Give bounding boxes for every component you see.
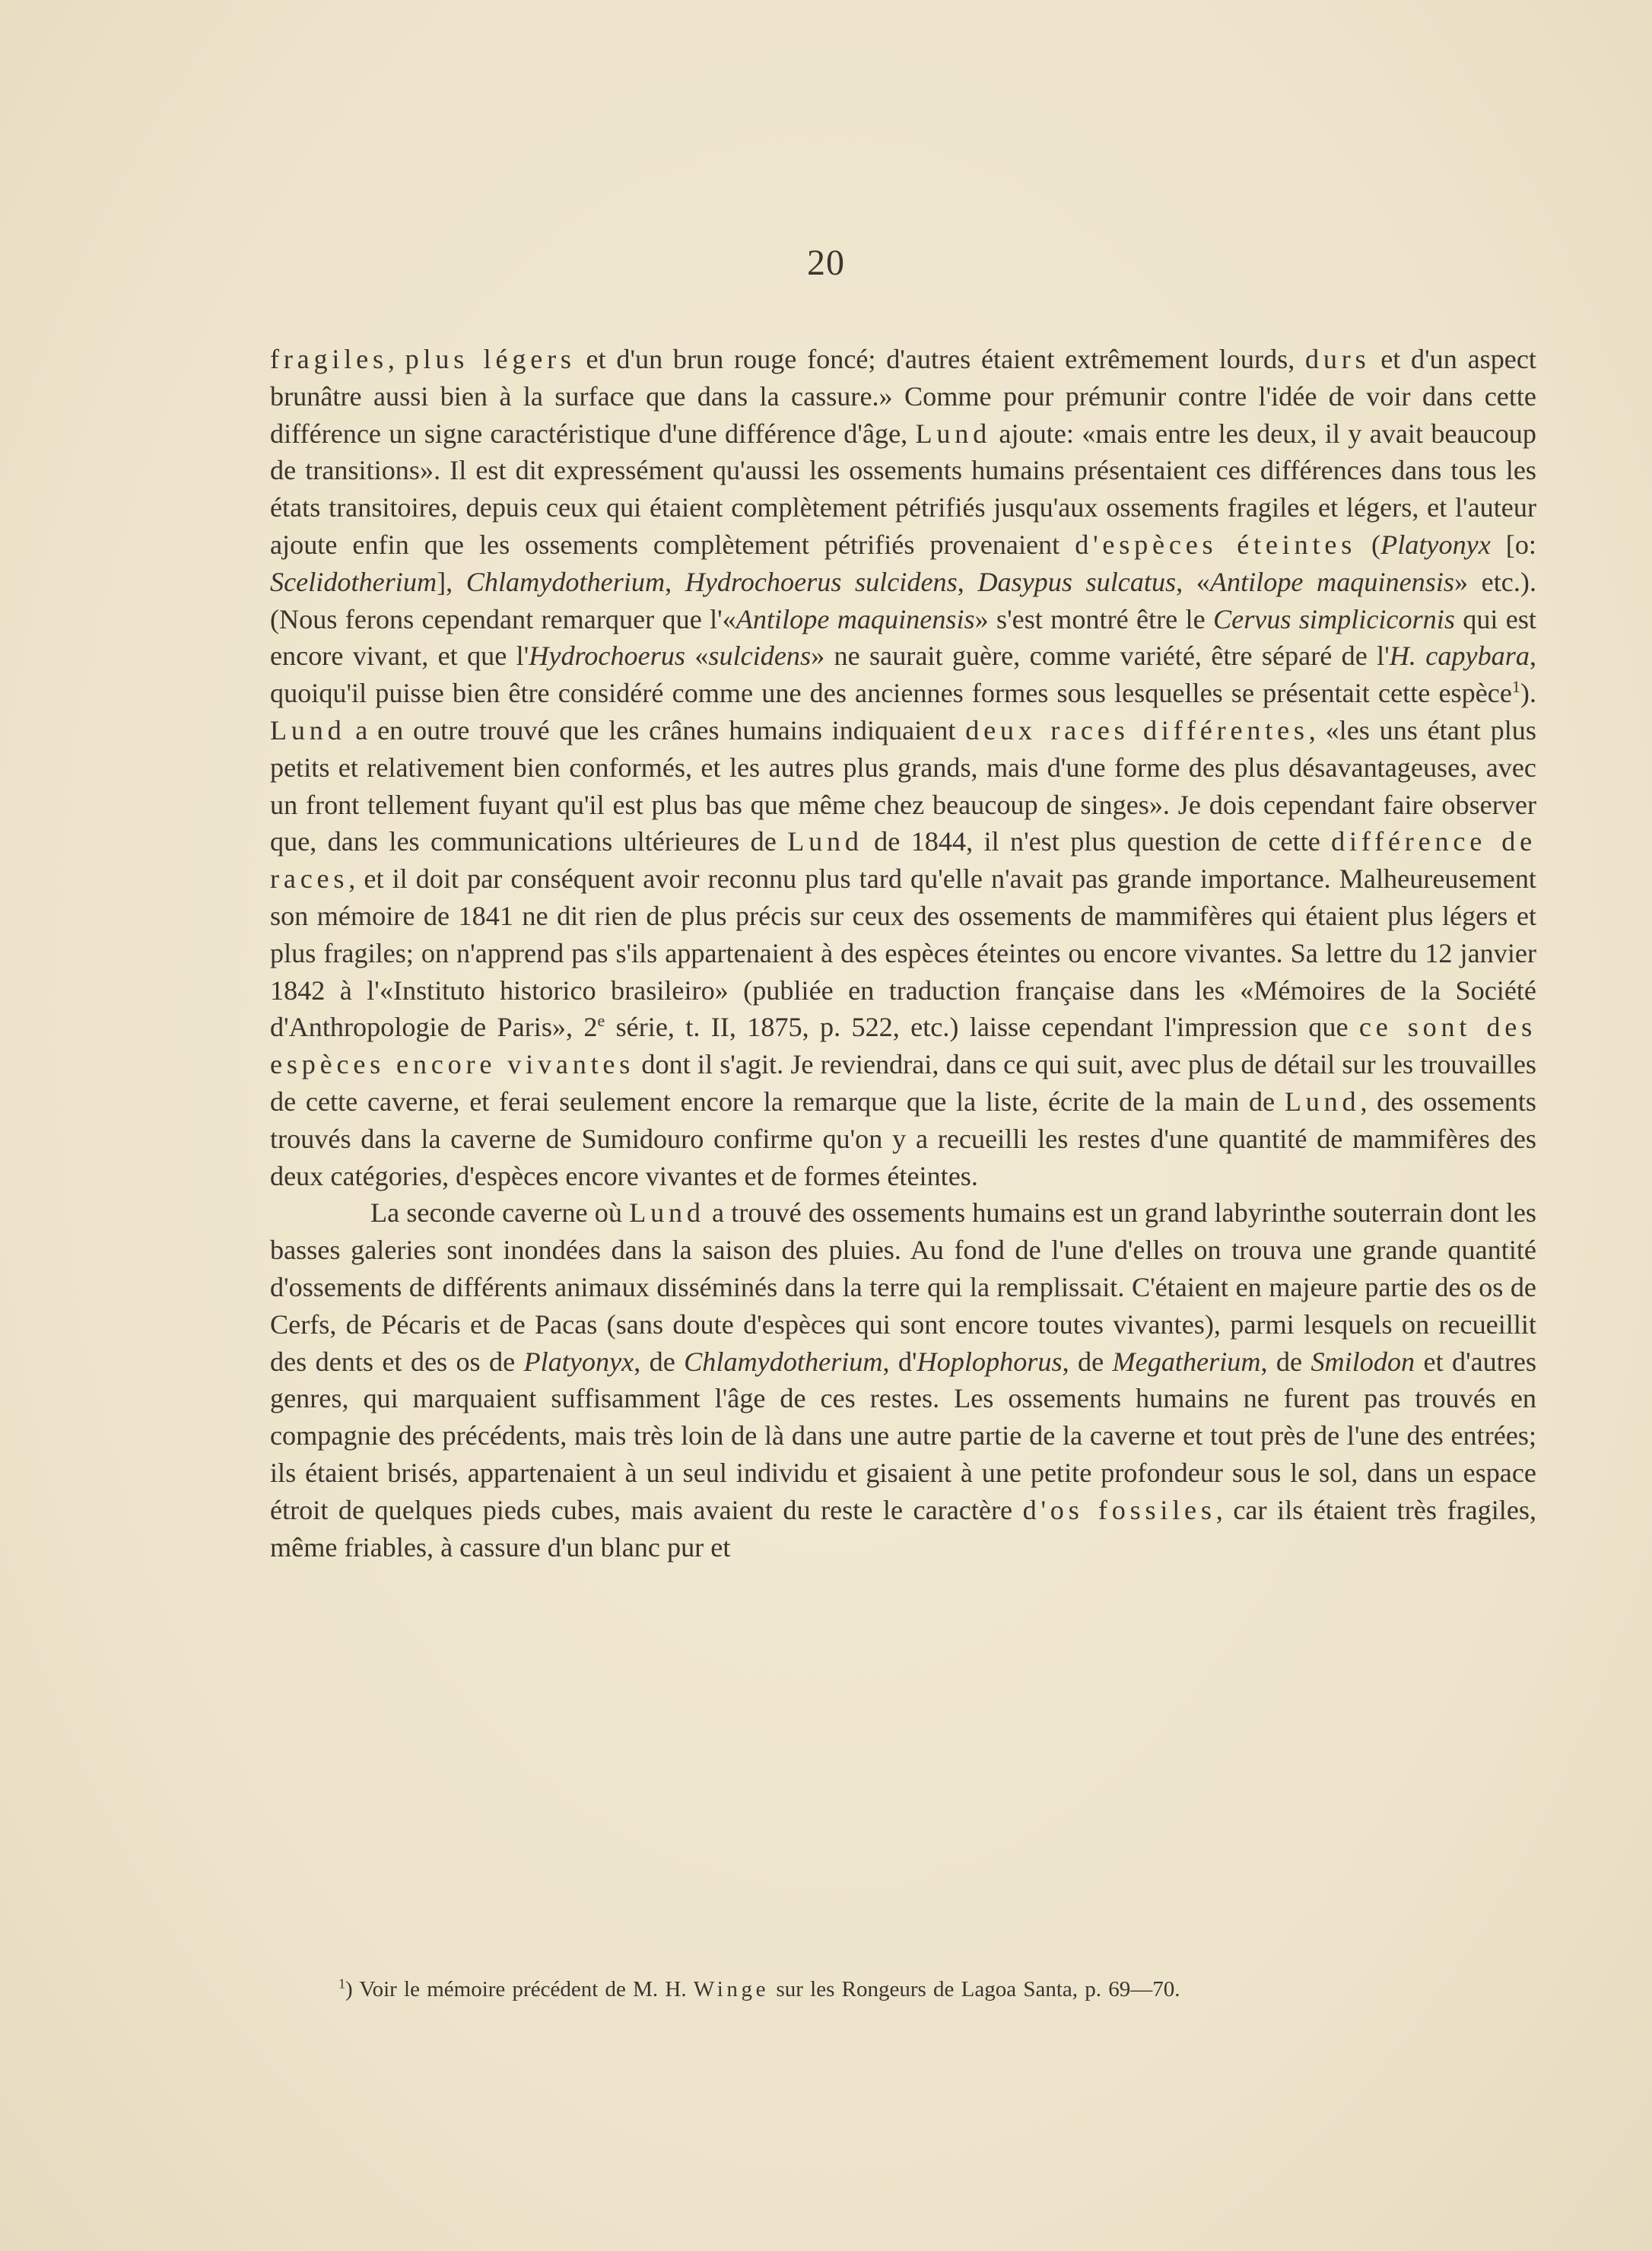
paragraph-2-run-0: La seconde caverne où (370, 1197, 630, 1229)
paragraph-1-run-25: qui est encore vivant, et que l' (270, 603, 1536, 672)
paragraph-1-run-44: ce sont des espèces encore vivantes (270, 1012, 1536, 1080)
paragraph-1-run-22: Antilope maquinensis (735, 603, 975, 634)
paragraph-1-run-26: Hydrochoerus (529, 641, 685, 672)
paragraph-1-run-28: sulcidens (708, 641, 812, 672)
paragraph-1-run-39: de 1844, il n'est plus question de cette (863, 826, 1332, 857)
paragraph-1-run-29: » ne saurait guère, comme variété, être séparé de l' (811, 641, 1390, 672)
paragraph-2-run-4: , de (634, 1346, 685, 1377)
footnote-run-0: ) Voir le mémoire précédent de M. H. (345, 1977, 694, 2001)
paragraph-1-run-1: , (387, 344, 405, 374)
paragraph-1-run-21: » etc.). (Nous ferons cependant remarquer que l'« (270, 566, 1536, 634)
paragraph-2-run-3: Platyonyx (523, 1346, 634, 1377)
footnote-run-1: Winge (693, 1977, 770, 2001)
paragraph-1-run-37: , «les uns étant plus petits et relativement bien conformés, et les autres plus grands, mais d'une forme des plus désavantageuses, avec un front tellement fuyant qu'il est plus bas que même chez beaucoup de singes». Je dois cependant faire observer que, dans les communications ultérieures de (270, 714, 1536, 857)
paragraph-2-run-1: Lund (629, 1197, 705, 1229)
paragraph-1-run-33: ). (1520, 678, 1536, 709)
paragraph-2-run-11: Smilodon (1310, 1346, 1415, 1377)
paragraph-1-run-20: Antilope maquinensis (1209, 566, 1454, 597)
paragraph-1-run-43: série, t. II, 1875, p. 522, etc.) laisse cependant l'impression que (605, 1012, 1359, 1043)
paragraph-2-run-14: , car ils étaient très fragiles, même friables, à cassure d'un blanc pur et (270, 1494, 1537, 1563)
paragraph-1-run-34: Lund (270, 714, 346, 746)
paragraph-1-run-5: et d'un aspect brunâtre aussi bien à la surface que dans la cassure.» Comme pour prémunir contre l'idée de voir dans cette différence un signe caractéristique d'une différence d'âge, (270, 344, 1536, 449)
body-text (270, 341, 1536, 1566)
footnote-marker: 1 (338, 1976, 345, 1992)
paragraph-1-run-35: a en outre trouvé que les crânes humains indiquaient (345, 714, 966, 746)
page-number: 20 (807, 243, 845, 283)
paragraph-1-run-0: fragiles (270, 344, 388, 374)
paragraph-1-run-14: Chlamydotherium (465, 566, 666, 597)
paragraph-1-run-3: et d'un brun rouge foncé; d'autres étaient extrêmement lourds, (575, 344, 1305, 374)
paragraph-1-run-4: durs (1304, 344, 1371, 374)
paragraph-1-run-13: ], (437, 566, 466, 597)
paragraph-2-run-5: Chlamydotherium (684, 1346, 883, 1377)
paragraph-2-run-6: , d' (882, 1346, 917, 1377)
paragraph-1-run-7: ajoute: «mais entre les deux, il y avait beaucoup de transitions». Il est dit expressément qu'aussi les ossements humains présentaient ces différences dans tous les états transitoires, depuis ceux qui étaient complètement pétrifiés jusqu'aux ossements fragiles et légers, et l'auteur ajoute enfin que les ossements complètement pétrifiés provenaient (270, 418, 1536, 560)
paragraph-1-run-46: Lund (1284, 1086, 1361, 1117)
paragraph-2-run-8: , de (1062, 1346, 1113, 1377)
paragraph-1-run-8: d'espèces éteintes (1075, 529, 1357, 560)
paragraph-1-run-11: [o: (1490, 529, 1536, 560)
paragraph-1-run-16: Hydrochoerus sulcidens (685, 566, 958, 597)
paragraph-1-run-9: ( (1356, 529, 1381, 560)
paragraph-2-run-12: et d'autres genres, qui marquaient suffisamment l'âge de ces restes. Les ossements humains ne furent pas trouvés en compagnie des précédents, mais très loin de là dans une autre partie de la caverne et tout près de l'une des entrées; ils étaient brisés, appartenaient à un seul individu et gisaient à une petite profondeur sous le sol, dans un espace étroit de quelques pieds cubes, mais avaient du reste le caractère (270, 1346, 1537, 1525)
paragraph-1-run-47: , des ossements trouvés dans la caverne de Sumidouro confirme qu'on y a recueilli les restes d'une quantité de mammifères des deux catégories, d'espèces encore vivantes et de formes éteintes. (270, 1086, 1536, 1191)
paragraph-1-run-41: , et il doit par conséquent avoir reconnu plus tard qu'elle n'avait pas grande importance. Malheureusement son mémoire de 1841 ne dit rien de plus précis sur ceux des ossements de mammifères qui étaient plus légers et plus fragiles; on n'apprend pas s'ils appartenaient à des espèces éteintes ou encore vivantes. Sa lettre du 12 janvier 1842 à l'«Instituto historico brasileiro» (publiée en traduction française dans les «Mémoires de la Société d'Anthropologie de Paris», 2 (270, 863, 1536, 1043)
paragraph-1-run-6: Lund (915, 418, 992, 449)
paragraph-1-run-2: plus légers (405, 344, 576, 374)
paragraph-1-run-15: , (665, 566, 685, 597)
paragraph-1 (270, 341, 1536, 1194)
paragraph-2-run-13: d'os fossiles (1022, 1494, 1216, 1525)
paragraph-1-run-19: , « (1176, 566, 1210, 597)
paragraph-1-run-18: Dasypus sulcatus (977, 566, 1177, 597)
paragraph-1-run-17: , (957, 566, 978, 597)
footnote (338, 1974, 1536, 2005)
paragraph-1-run-40: différence de races (270, 826, 1536, 895)
paragraph-2-run-7: Hoplophorus (917, 1346, 1063, 1377)
paragraph-1-run-31: , quoiqu'il puisse bien être considéré comme une des anciennes formes sous lesquelles se présentait cette espèce (270, 641, 1537, 709)
paragraph-1-run-32: 1 (1511, 677, 1520, 697)
paragraph-1-run-23: » s'est montré être le (974, 603, 1213, 634)
footnote-text (345, 1977, 1180, 2001)
paragraph-2-run-10: , de (1260, 1346, 1311, 1377)
paragraph-2-run-2: a trouvé des ossements humains est un grand labyrinthe souterrain dont les basses galeries sont inondées dans la saison des pluies. Au fond de l'une d'elles on trouva une grande quantité d'ossements de différents animaux disséminés dans la terre qui la remplissait. C'étaient en majeure partie des os de Cerfs, de Pécaris et de Pacas (sans doute d'espèces qui sont encore toutes vivantes), parmi lesquels on recueillit des dents et des os de (270, 1197, 1536, 1377)
paragraph-2-run-9: Megatherium (1112, 1346, 1261, 1377)
paragraph-1-run-42: e (597, 1011, 605, 1031)
paragraph-1-run-24: Cervus simplicicornis (1213, 603, 1455, 634)
paragraph-1-run-12: Scelidotherium (270, 566, 437, 597)
footnote-run-2: sur les Rongeurs de Lagoa Santa, p. 69—70. (769, 1977, 1180, 2001)
paragraph-1-run-30: H. capybara (1389, 641, 1530, 672)
paragraph-1-run-36: deux races différentes (965, 714, 1309, 746)
paragraph-1-run-38: Lund (787, 826, 863, 857)
paragraph-1-run-10: Platyonyx (1380, 529, 1491, 560)
paragraph-2 (270, 1194, 1536, 1566)
paragraph-1-run-45: dont il s'agit. Je reviendrai, dans ce qui suit, avec plus de détail sur les trouvailles de cette caverne, et ferai seulement encore la remarque que la liste, écrite de la main de (270, 1049, 1536, 1117)
paragraph-1-run-27: « (685, 641, 709, 672)
